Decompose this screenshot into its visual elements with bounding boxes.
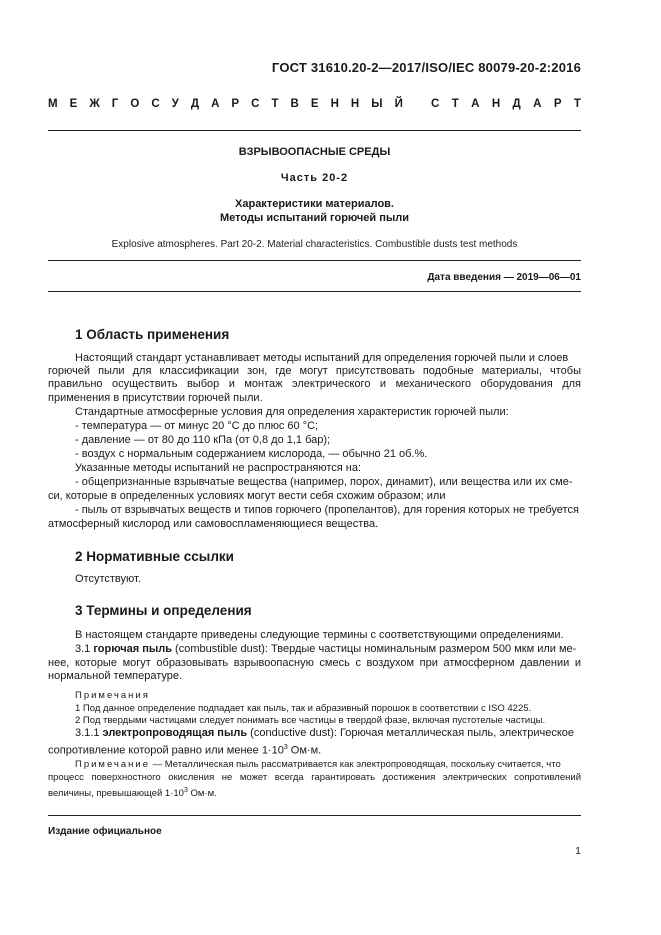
top-rule bbox=[48, 130, 581, 131]
section-2-heading: 2 Нормативные ссылки bbox=[75, 549, 234, 564]
term-3-1-number: 3.1 bbox=[75, 643, 91, 655]
title-subtitle bbox=[48, 197, 581, 225]
note-text-rest-b: Ом·м. bbox=[187, 788, 217, 800]
interstate-standard-banner bbox=[48, 98, 581, 110]
date-rule bbox=[48, 291, 581, 292]
section-1-p1-first: Настоящий стандарт устанавливает методы испытаний для определения горючей пыли и слоев bbox=[75, 352, 569, 364]
term-3-1-1-number: 3.1.1 bbox=[75, 727, 100, 739]
banner-word-interstate bbox=[48, 98, 403, 110]
banner-letter: Н bbox=[350, 98, 360, 110]
section-2-text: Отсутствуют. bbox=[75, 573, 141, 585]
note-label: Примечание bbox=[75, 759, 150, 770]
term-3-1-1-first bbox=[75, 727, 581, 740]
banner-letter: Н bbox=[330, 98, 339, 110]
banner-letter: Т bbox=[451, 98, 459, 110]
term-3-1-1-rest bbox=[48, 741, 581, 758]
note-1: 1 Под данное определение подпадает как пыль, так и абразивный порошок в соответствии с ISO 4225. bbox=[75, 703, 532, 714]
banner-letter: Й bbox=[394, 98, 403, 110]
banner-letter: Т bbox=[271, 98, 279, 110]
edition-label: Издание официальное bbox=[48, 826, 162, 837]
term-3-1-1-rest-a: сопротивление которой равно или менее 1·10 bbox=[48, 744, 284, 757]
note-text-rest-a: процесс поверхностного окисления не может всегда гарантировать достижения электрических сопротивлений величины, превышающей 1·10 bbox=[48, 772, 581, 800]
banner-letter: Е bbox=[69, 98, 78, 110]
page-number: 1 bbox=[575, 845, 581, 857]
term-3-1-rest: нее, которые могут образовывать взрывоопасную смесь с воздухом при атмосферном давлении и нормальной температуре. bbox=[48, 657, 581, 683]
banner-letter: Н bbox=[491, 98, 501, 110]
section-1-li3: - воздух с нормальным содержанием кислорода, — обычно 21 об.%. bbox=[75, 448, 428, 460]
banner-letter: У bbox=[171, 98, 179, 110]
footer-rule bbox=[48, 815, 581, 816]
banner-word-standard bbox=[431, 98, 581, 110]
note-conductive-first bbox=[75, 759, 581, 771]
note-2: 2 Под твердыми частицами следует понимать все частицы в твердой фазе, включая пустотелые частицы. bbox=[75, 715, 546, 726]
banner-letter: Т bbox=[573, 98, 581, 110]
note-exponent: 3 bbox=[183, 787, 188, 794]
section-1-p3: Указанные методы испытаний не распространяются на: bbox=[75, 462, 362, 474]
notes-heading: Примечания bbox=[75, 690, 150, 701]
section-1-li4-first: - общепризнанные взрывчатые вещества (например, порох, динамит), или вещества или их сме- bbox=[75, 476, 573, 488]
note-conductive-rest bbox=[48, 771, 581, 800]
banner-letter: Д bbox=[190, 98, 200, 110]
section-1-p1-rest: горючей пыли для классификации зон, где могут присутствовать подобные материалы, чтобы правильно осуществить выбор и монтаж электрического и механического оборудования для применения в присутствии горючей пыли. bbox=[48, 365, 581, 404]
term-3-1-1-rest-b: Ом·м. bbox=[287, 744, 322, 757]
banner-letter: Г bbox=[111, 98, 119, 110]
banner-letter: М bbox=[48, 98, 58, 110]
banner-letter: С bbox=[431, 98, 440, 110]
section-1-p2: Стандартные атмосферные условия для определения характеристик горючей пыли: bbox=[75, 406, 509, 418]
section-1-heading: 1 Область применения bbox=[75, 327, 230, 342]
term-3-1-1-exponent: 3 bbox=[283, 744, 288, 751]
section-1-li1: - температура — от минус 20 °C до плюс 60 °C; bbox=[75, 420, 319, 432]
banner-letter: С bbox=[151, 98, 160, 110]
banner-letter: А bbox=[211, 98, 220, 110]
banner-letter: Е bbox=[310, 98, 319, 110]
term-3-1-1-name: электропроводящая пыль bbox=[102, 727, 248, 739]
banner-letter: Ж bbox=[89, 98, 100, 110]
note-text-first: — Металлическая пыль рассматривается как электропроводящая, поскольку считается, что bbox=[150, 759, 561, 770]
subtitle-line-1: Характеристики материалов. bbox=[235, 198, 394, 210]
term-3-1-definition: (combustible dust): Твердые частицы номинальным размером 500 мкм или ме- bbox=[175, 643, 577, 655]
introduction-date: Дата введения — 2019—06—01 bbox=[427, 272, 581, 283]
title-part: Часть 20-2 bbox=[280, 172, 349, 184]
title-rule bbox=[48, 260, 581, 261]
banner-letter: Ы bbox=[371, 98, 383, 110]
section-1-li4-rest: си, которые в определенных условиях могут вести себя схожим образом; или bbox=[48, 490, 446, 502]
section-1-li5-first: - пыль от взрывчатых веществ и типов горючего (пропелантов), для горения которых не требуется bbox=[75, 504, 579, 516]
section-3-intro: В настоящем стандарте приведены следующие термины с соответствующими определениями. bbox=[75, 629, 564, 641]
banner-letter: А bbox=[533, 98, 542, 110]
banner-letter: Д bbox=[512, 98, 521, 110]
subtitle-line-2: Методы испытаний горючей пыли bbox=[220, 212, 409, 224]
section-3-heading: 3 Термины и определения bbox=[75, 603, 252, 618]
banner-letter: А bbox=[471, 98, 480, 110]
section-1-li2: - давление — от 80 до 110 кПа (от 0,8 до 1,1 бар); bbox=[75, 434, 331, 446]
document-code: ГОСТ 31610.20-2—2017/ISO/IEC 80079-20-2:2016 bbox=[271, 60, 581, 75]
section-1-li5-rest: атмосферный кислород или самовоспламеняющиеся вещества. bbox=[48, 518, 379, 530]
banner-letter: Р bbox=[553, 98, 562, 110]
term-3-1-first bbox=[75, 643, 581, 656]
banner-letter: О bbox=[130, 98, 140, 110]
title-main: ВЗРЫВООПАСНЫЕ СРЕДЫ bbox=[238, 146, 391, 158]
banner-letter: Р bbox=[231, 98, 240, 110]
banner-letter: В bbox=[290, 98, 299, 110]
term-3-1-name: горючая пыль bbox=[93, 643, 172, 655]
banner-letter: С bbox=[251, 98, 260, 110]
term-3-1-1-definition: (conductive dust): Горючая металлическая пыль, электрическое bbox=[250, 727, 575, 739]
title-english: Explosive atmospheres. Part 20-2. Material characteristics. Combustible dusts test methods bbox=[111, 239, 518, 250]
